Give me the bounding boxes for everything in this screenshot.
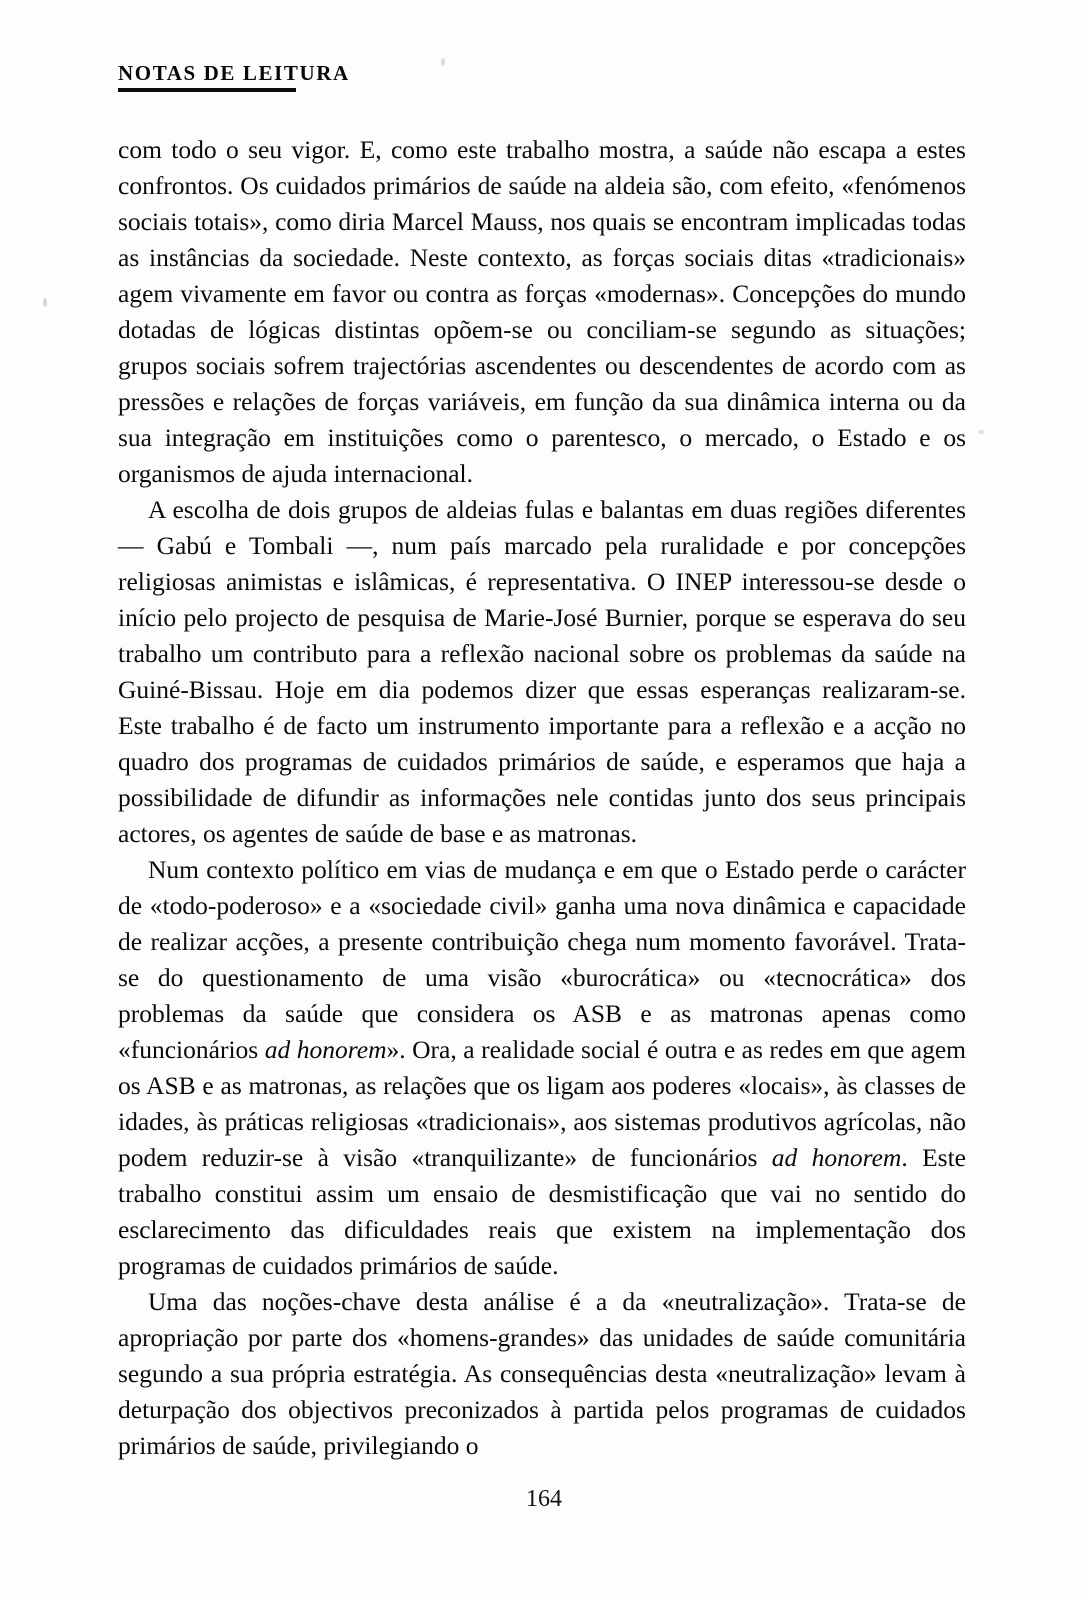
scan-artifact-speck xyxy=(43,298,47,307)
scan-artifact-speck xyxy=(441,58,445,66)
paragraph: com todo o seu vigor. E, como este trabalho mostra, a saúde não escapa a estes confrontos. Os cuidados primários de saúde na aldeia são, com efeito, «fenómenos sociais totais», como diria Marcel Mauss, nos quais se encontram implicadas todas as instâncias da sociedade. Neste contexto, as forças sociais ditas «tradicionais» agem vivamente em favor ou contra as forças «modernas». Concepções do mundo dotadas de lógicas distintas opõem-se ou conciliam-se segundo as situações; grupos sociais sofrem trajectórias ascendentes ou descendentes de acordo com as pressões e relações de forças variáveis, em função da sua dinâmica interna ou da sua integração em instituições como o parentesco, o mercado, o Estado e os organismos de ajuda internacional. xyxy=(118,135,966,488)
running-head-block xyxy=(118,61,350,92)
paragraph: A escolha de dois grupos de aldeias fulas e balantas em duas regiões diferentes — Gabú e Tombali —, num país marcado pela ruralidade e por concepções religiosas animistas e islâmicas, é representativa. O INEP interessou-se desde o início pelo projecto de pesquisa de Marie-José Burnier, porque se esperava do seu trabalho um contributo para a reflexão nacional sobre os problemas da saúde na Guiné-Bissau. Hoje em dia podemos dizer que essas esperanças realizaram-se. Este trabalho é de facto um instrumento importante para a reflexão e a acção no quadro dos programas de cuidados primários de saúde, e esperamos que haja a possibilidade de difundir as informações nele contidas junto dos seus principais actores, os agentes de saúde de base e as matronas. xyxy=(118,495,966,848)
paragraph: Uma das noções-chave desta análise é a da «neutralização». Trata-se de apropriação por parte dos «homens-grandes» das unidades de saúde comunitária segundo a sua própria estratégia. As consequências desta «neutralização» levam à deturpação dos objectivos preconizados à partida pelos programas de cuidados primários de saúde, privilegiando o xyxy=(118,1287,966,1460)
scan-artifact-speck xyxy=(978,430,985,434)
running-head: NOTAS DE LEITURA xyxy=(118,61,350,85)
running-head-rule xyxy=(118,88,296,92)
paragraph: Num contexto político em vias de mudança e em que o Estado perde o carácter de «todo-poderoso» e a «sociedade civil» ganha uma nova dinâmica e capacidade de realizar acções, a presente contribuição chega num momento favorável. Trata-se do questionamento de uma visão «burocrática» ou «tecnocrática» dos problemas da saúde que considera os ASB e as matronas apenas como «funcionários ad honorem». Ora, a realidade social é outra e as redes em que agem os ASB e as matronas, as relações que os ligam aos poderes «locais», às classes de idades, às práticas religiosas «tradicionais», aos sistemas produtivos agrícolas, não podem reduzir-se à visão «tranquilizante» de funcionários ad honorem. Este trabalho constitui assim um ensaio de desmistificação que vai no sentido do esclarecimento das dificuldades reais que existem na implementação dos programas de cuidados primários de saúde. xyxy=(118,855,966,1280)
body-text-block xyxy=(118,132,966,1464)
page-number: 164 xyxy=(526,1486,562,1512)
